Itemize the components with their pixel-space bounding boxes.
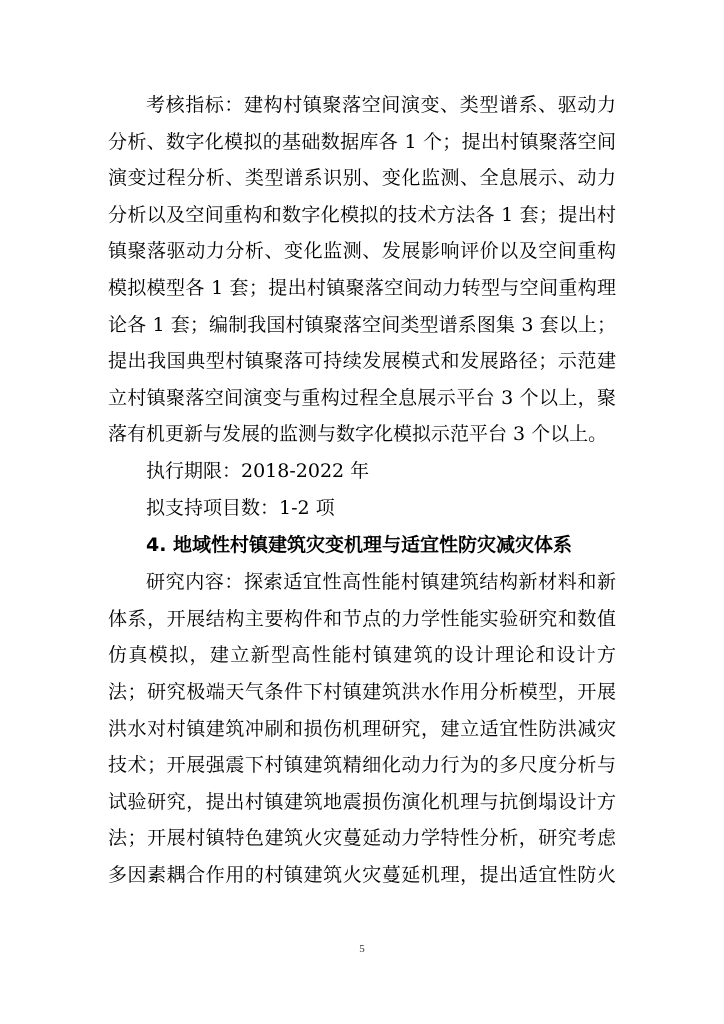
paragraph-line: 技术；开展强震下村镇建筑精细化动力行为的多尺度分析与 — [108, 754, 616, 777]
paragraph-line: 体系，开展结构主要构件和节点的力学性能实验研究和数值 — [108, 607, 616, 630]
paragraph-line: 模拟模型各 1 套；提出村镇聚落空间动力转型与空间重构理 — [108, 276, 616, 299]
paragraph-line: 洪水对村镇建筑冲刷和损伤机理研究，建立适宜性防洪减灾 — [108, 717, 616, 740]
paragraph-line: 演变过程分析、类型谱系识别、变化监测、全息展示、动力 — [108, 167, 616, 190]
paragraph-line: 提出我国典型村镇聚落可持续发展模式和发展路径；示范建 — [108, 350, 616, 373]
section-heading: 4. 地域性村镇建筑灾变机理与适宜性防灾减灾体系 — [146, 534, 573, 557]
paragraph-line: 仿真模拟，建立新型高性能村镇建筑的设计理论和设计方 — [108, 644, 616, 667]
paragraph-line: 分析以及空间重构和数字化模拟的技术方法各 1 套；提出村 — [108, 203, 616, 226]
paragraph-line: 法；开展村镇特色建筑火灾蔓延动力学特性分析，研究考虑 — [108, 827, 616, 850]
paragraph-line: 分析、数字化模拟的基础数据库各 1 个；提出村镇聚落空间 — [108, 130, 616, 153]
paragraph-line: 考核指标：建构村镇聚落空间演变、类型谱系、驱动力 — [146, 94, 616, 116]
paragraph-line: 研究内容：探索适宜性高性能村镇建筑结构新材料和新 — [146, 571, 616, 594]
paragraph-line: 落有机更新与发展的监测与数字化模拟示范平台 3 个以上。 — [108, 423, 608, 446]
paragraph-line: 多因素耦合作用的村镇建筑火灾蔓延机理，提出适宜性防火 — [108, 863, 616, 886]
paragraph-line: 镇聚落驱动力分析、变化监测、发展影响评价以及空间重构 — [108, 240, 616, 263]
paragraph-line: 论各 1 套；编制我国村镇聚落空间类型谱系图集 3 套以上； — [108, 313, 616, 336]
execution-period: 执行期限：2018-2022 年 — [146, 459, 370, 482]
document-body — [108, 87, 616, 893]
page-number: 5 — [359, 943, 365, 955]
project-count: 拟支持项目数：1-2 项 — [146, 496, 335, 519]
paragraph-line: 法；研究极端天气条件下村镇建筑洪水作用分析模型，开展 — [108, 680, 616, 703]
paragraph-line: 立村镇聚落空间演变与重构过程全息展示平台 3 个以上，聚 — [108, 386, 616, 409]
paragraph-line: 试验研究，提出村镇建筑地震损伤演化机理与抗倒塌设计方 — [108, 790, 616, 813]
